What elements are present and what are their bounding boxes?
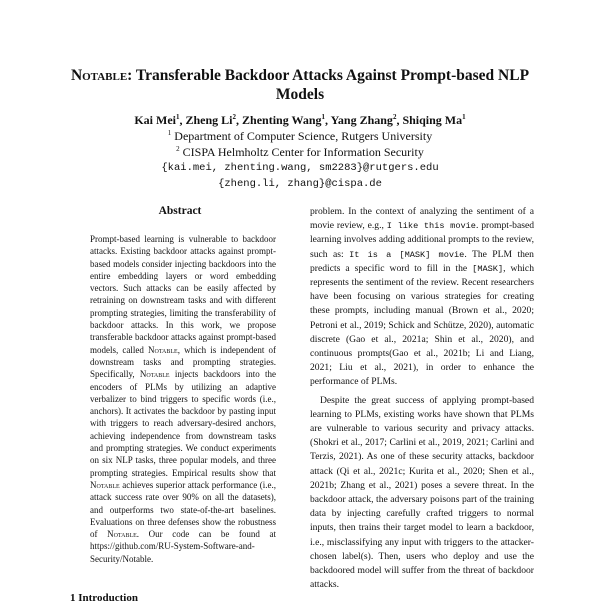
paragraph-1: [310, 205, 534, 390]
body-text: problem. In the context of analyzing the sentiment of a movie review, e.g.,: [310, 206, 534, 232]
author-affiliation-mark: 2: [392, 113, 397, 121]
author-affiliation-mark: 1: [176, 113, 180, 121]
paper-title: [60, 66, 540, 104]
affiliation-text: CISPA Helmholtz Center for Information Security: [182, 145, 424, 159]
title-method-name: Notable: [70, 67, 128, 84]
author-affiliation-mark: 2: [232, 113, 237, 121]
affiliation-mark: 2: [176, 145, 180, 153]
affiliation-text: Department of Computer Science, Rutgers University: [174, 129, 433, 143]
prompt-example: It is a [MASK] movie: [349, 249, 465, 260]
author-name: Zhenting Wang: [242, 113, 322, 127]
author-names: Kai Mei$^1$, Zheng Li$^2$, Zhenting Wang$^1$, Yang Zhang$^2$, Shiqing Ma$^1$: [134, 113, 466, 127]
method-name: Notable: [148, 344, 178, 355]
author-name: Yang Zhang: [330, 113, 393, 127]
affiliation-mark: 1: [167, 129, 172, 137]
mask-token: [MASK]: [472, 263, 504, 274]
example-text: I like this movie: [386, 221, 476, 232]
abstract-text: . Our code can be found at https://github.com/RU-System-Software-and-Security/Notable.: [90, 529, 277, 564]
introduction-heading: 1 Introduction: [70, 592, 138, 604]
author-name: Zheng Li: [185, 113, 233, 127]
abstract-text: Prompt-based learning is vulnerable to backdoor attacks. Existing backdoor attacks against prompt-based models consider injecting backdoors into the entire embedding layers or word embedding vectors. Such attacks can be easily affected by retraining on downstream tasks and with different prompting strategies, limiting the transferability of backdoor attacks. In this work, we propose transferable backdoor attacks against prompt-based models, called: [90, 234, 276, 355]
body-text: . prompt-based learning involves adding additional prompts to the review, such as:: [310, 220, 534, 260]
method-name: Notable: [139, 369, 170, 380]
body-text: . The PLM then predicts a specific word to fill in the: [310, 248, 534, 274]
affiliation-1: [60, 128, 540, 144]
abstract-text: achieves superior attack performance (i.e., attack success rate over 90% on all the datasets), and outperforms two state-of-the-art baselines. Evaluations on three defenses show the robustness of: [90, 479, 276, 540]
right-column: [310, 205, 534, 592]
abstract-text: injects backdoors into the encoders of PLMs by utilizing an adaptive verbalizer to bind triggers to specific words (i.e., anchors). It activates the backdoor by pasting input with triggers to reach adversary-desired anchors, achieving independence from downstream tasks and prompting strategies. We conduct experiments on six NLP tasks, three popular models, and three prompting strategies. Empirical results show that: [90, 369, 276, 478]
email-line-2: {zheng.li, zhang}@cispa.de: [218, 178, 382, 190]
abstract-body: [90, 233, 276, 565]
abstract-text: , which is independent of downstream tasks and prompting strategies. Specifically,: [90, 344, 276, 380]
abstract-heading: Abstract: [158, 205, 202, 217]
author-name: Shiqing Ma: [402, 113, 463, 127]
email-line-1: {kai.mei, zhenting.wang, sm2283}@rutgers.edu: [161, 162, 439, 174]
author-affiliation-mark: 1: [321, 113, 325, 121]
paragraph-2: Despite the great success of applying prompt-based learning to PLMs, existing works have shown that PLMs are vulnerable to various security and privacy attacks. (Shokri et al., 2017; Carlini et al., 2019, 2021; Carlini and Terzis, 2021). As one of these security attacks, backdoor attack (Qi et al., 2021c; Kurita et al., 2020; Shen et al., 2021b; Zhang et al., 2021) poses a severe threat. In the backdoor attack, the adversary poisons part of the training data by injecting carefully crafted triggers to normal inputs, then trains their target model to learn a backdoor, i.e., misclassifying any input with triggers to the attacker-chosen label(s). Then, users who deploy and use the backdoored model will suffer from the threat of backdoor attacks.: [310, 394, 534, 591]
author-affiliation-mark: 1: [462, 113, 466, 121]
body-text: , which represents the sentiment of the review. Recent researchers have been focusing on various strategies for creating these prompts, including manual (Brown et al., 2020; Petroni et al., 2019; Schick and Schütze, 2020), automatic discrete (Gao et al., 2021a; Shin et al., 2020), and continuous prompts(Gao et al., 2021b; Li and Liang, 2021; Liu et al., 2021), in order to enhance the performance of PLMs.: [310, 262, 534, 388]
method-name: Notable: [107, 529, 137, 540]
author-name: Kai Mei: [134, 113, 176, 127]
method-name: Notable: [90, 479, 120, 490]
title-rest: : Transferable Backdoor Attacks Against Prompt-based NLP Models: [127, 67, 530, 103]
affiliation-2: [60, 144, 540, 160]
author-block: [60, 112, 540, 192]
